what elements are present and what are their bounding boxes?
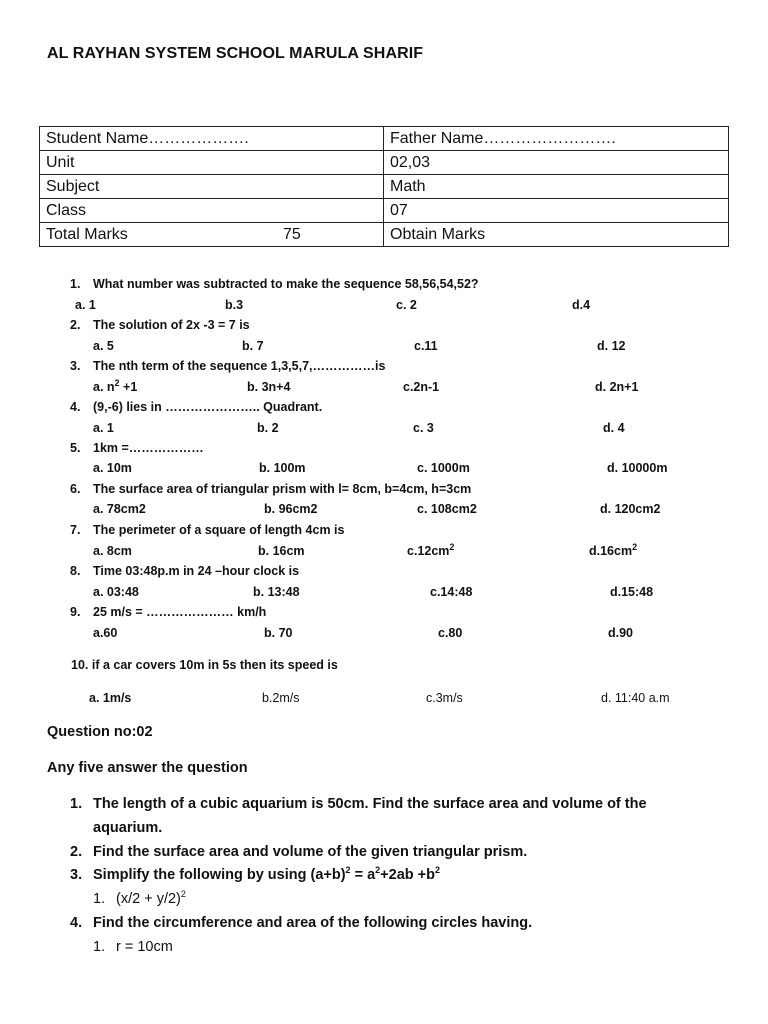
option-b: b.2m/s <box>262 691 300 705</box>
section-instruction: Any five answer the question <box>47 760 248 776</box>
question-text: Find the surface area and volume of the given triangular prism. <box>93 844 528 860</box>
option-c: c.80 <box>438 626 463 640</box>
class-label: Class <box>40 199 384 223</box>
option-b: b. 13:48 <box>253 585 300 599</box>
sub-question-number: 1. <box>93 939 106 955</box>
option-b: b. 16cm <box>258 544 305 558</box>
question-text <box>93 867 440 883</box>
superscript: 2 <box>114 377 120 388</box>
question-number: 5. <box>70 441 81 455</box>
option-d: d.90 <box>608 626 634 640</box>
option-a: a. 8cm <box>93 544 132 558</box>
question-text-continued: aquarium. <box>93 820 163 836</box>
option-a-base: a. n <box>93 380 115 394</box>
question-text-body: if a car covers 10m in 5s then its speed is <box>91 658 338 672</box>
q3-part-c: +2ab +b <box>380 867 435 883</box>
father-name-cell: Father Name……………………. <box>384 127 729 151</box>
option-a-rest: +1 <box>119 380 138 394</box>
class-value: 07 <box>384 199 729 223</box>
option-a: a. 03:48 <box>93 585 139 599</box>
option-a: a. 1m/s <box>89 691 132 705</box>
unit-label: Unit <box>40 151 384 175</box>
superscript: 2 <box>345 865 351 876</box>
student-name-cell: Student Name………………. <box>40 127 384 151</box>
option-d: d. 11:40 a.m <box>601 691 670 705</box>
question-text: Time 03:48p.m in 24 –hour clock is <box>93 564 300 578</box>
question-number: 1. <box>70 277 81 291</box>
question-text: The nth term of the sequence 1,3,5,7,……………is <box>93 359 386 373</box>
option-c <box>407 541 455 558</box>
option-c: c.2n-1 <box>403 380 440 394</box>
question-number: 4. <box>70 400 81 414</box>
obtain-marks-label: Obtain Marks <box>384 223 729 247</box>
option-a: a.60 <box>93 626 118 640</box>
option-b: b. 70 <box>264 626 293 640</box>
superscript: 2 <box>632 541 638 552</box>
option-d <box>589 541 638 558</box>
question-text <box>71 658 338 672</box>
option-d-base: d.16cm <box>589 544 633 558</box>
option-c: c. 2 <box>396 298 417 312</box>
option-a: a. 10m <box>93 461 132 475</box>
option-c-base: c.12cm <box>407 544 450 558</box>
total-marks-label: Total Marks <box>46 225 128 243</box>
question-number: 9. <box>70 605 81 619</box>
sub-question-text <box>116 891 186 907</box>
option-d: d. 120cm2 <box>600 502 661 516</box>
option-d: d.4 <box>572 298 591 312</box>
question-number: 7. <box>70 523 81 537</box>
option-a: a. 5 <box>93 339 114 353</box>
question-number: 10. <box>71 658 89 672</box>
option-b: b. 7 <box>242 339 264 353</box>
question-number: 1. <box>70 796 83 812</box>
question-text: The perimeter of a square of length 4cm is <box>93 523 345 537</box>
option-d: d. 12 <box>597 339 626 353</box>
question-text: The surface area of triangular prism with l= 8cm, b=4cm, h=3cm <box>93 482 472 496</box>
option-b: b. 96cm2 <box>264 502 318 516</box>
option-a: a. 1 <box>93 421 114 435</box>
question-number: 3. <box>70 359 81 373</box>
option-b: b. 3n+4 <box>247 380 291 394</box>
total-marks-cell <box>40 223 384 247</box>
school-title: AL RAYHAN SYSTEM SCHOOL MARULA SHARIF <box>47 45 424 62</box>
question-number: 2. <box>70 844 83 860</box>
option-c: c. 108cm2 <box>417 502 477 516</box>
student-info-table <box>39 126 729 247</box>
q3-part-b: = a <box>350 867 376 883</box>
question-number: 3. <box>70 867 83 883</box>
option-c: c.3m/s <box>426 691 463 705</box>
question-number: 8. <box>70 564 81 578</box>
total-marks-value: 75 <box>283 225 301 243</box>
superscript: 2 <box>449 541 455 552</box>
subject-label: Subject <box>40 175 384 199</box>
option-b: b. 100m <box>259 461 306 475</box>
option-d: d. 2n+1 <box>595 380 639 394</box>
question-number: 2. <box>70 318 81 332</box>
sub-question-number: 1. <box>93 891 106 907</box>
option-b: b. 2 <box>257 421 279 435</box>
superscript: 2 <box>375 865 381 876</box>
q3-part-a: Simplify the following by using (a+b) <box>93 867 346 883</box>
option-d: d.15:48 <box>610 585 654 599</box>
question-number: 4. <box>70 915 83 931</box>
option-a: a. 78cm2 <box>93 502 146 516</box>
option-c: c. 1000m <box>417 461 470 475</box>
superscript: 2 <box>434 865 440 876</box>
question-text: 1km =……………… <box>93 441 204 455</box>
option-d: d. 4 <box>603 421 625 435</box>
sub-question-text: r = 10cm <box>116 939 173 955</box>
option-a <box>93 377 138 394</box>
option-c: c.14:48 <box>430 585 473 599</box>
option-c: c.11 <box>414 339 438 353</box>
subject-value: Math <box>384 175 729 199</box>
option-b: b.3 <box>225 298 244 312</box>
question-text: 25 m/s = ………………… km/h <box>93 605 267 619</box>
superscript: 2 <box>180 889 186 900</box>
option-d: d. 10000m <box>607 461 668 475</box>
sub-question-body: (x/2 + y/2) <box>116 891 181 907</box>
question-text: The solution of 2x -3 = 7 is <box>93 318 250 332</box>
option-c: c. 3 <box>413 421 434 435</box>
question-text: (9,-6) lies in ………………….. Quadrant. <box>93 400 323 414</box>
question-text: What number was subtracted to make the sequence 58,56,54,52? <box>93 277 479 291</box>
question-text: The length of a cubic aquarium is 50cm. Find the surface area and volume of the <box>93 796 647 812</box>
question-text: Find the circumference and area of the following circles having. <box>93 915 533 931</box>
question-number: 6. <box>70 482 81 496</box>
unit-value: 02,03 <box>384 151 729 175</box>
option-a: a. 1 <box>75 298 96 312</box>
section-heading: Question no:02 <box>47 724 153 740</box>
